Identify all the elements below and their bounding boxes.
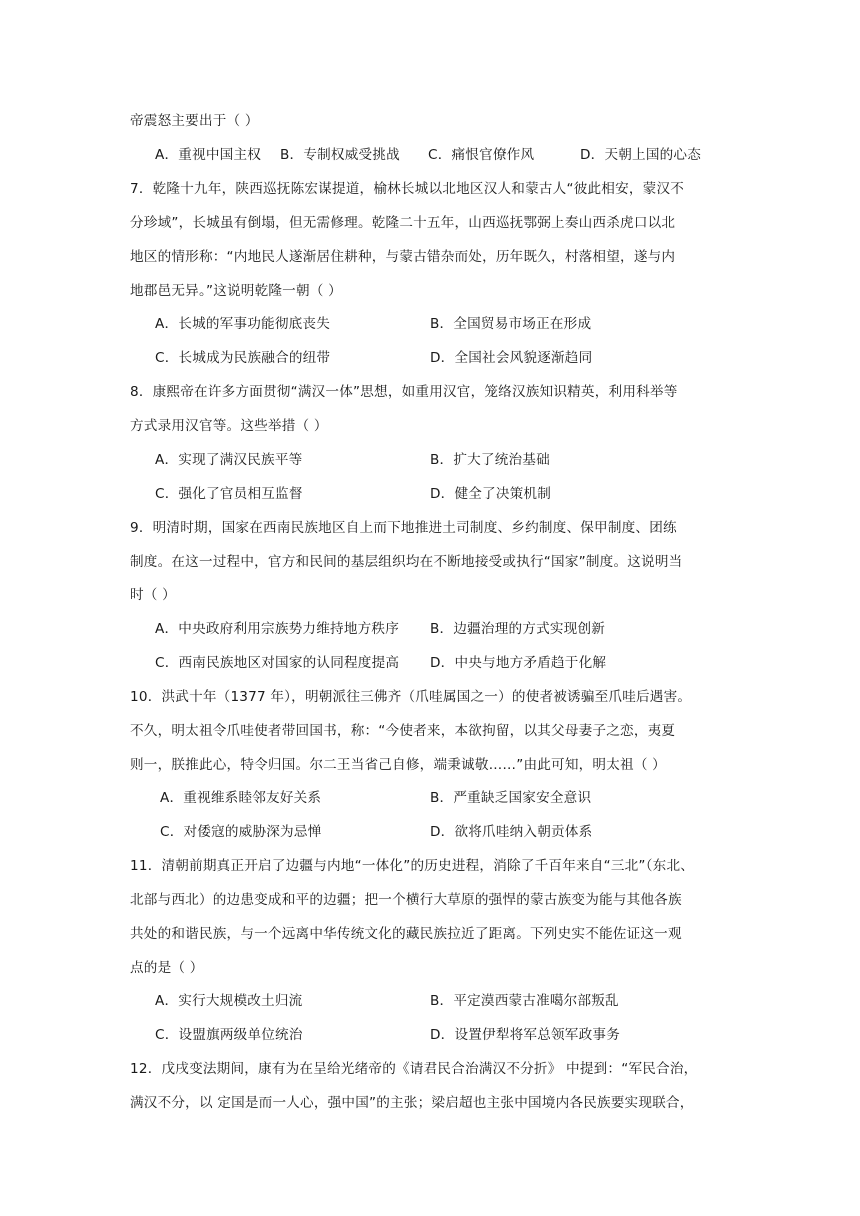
q9-option-d: D．中央与地方矛盾趋于化解 xyxy=(430,655,607,671)
q6-option-b: B．专制权威受挑战 xyxy=(280,147,400,163)
question-10-line-3: 则一，朕推此心，特令归国。尔二王当省己自修，端秉诚敬……”由此可知，明太祖（ ） xyxy=(130,757,666,773)
question-10-line-1: 10．洪武十年（1377 年），明朝派往三佛齐（爪哇属国之一）的使者被诱骗至爪哇后遇害。 xyxy=(130,689,692,705)
question-11-line-4: 点的是（ ） xyxy=(130,960,204,976)
question-7-line-4: 地郡邑无异。”这说明乾隆一朝（ ） xyxy=(130,283,342,299)
q11-option-b: B．平定漠西蒙古准噶尔部叛乱 xyxy=(430,993,619,1009)
q10-option-a: A．重视维系睦邻友好关系 xyxy=(160,790,322,806)
question-9-line-2: 制度。在这一过程中，官方和民间的基层组织均在不断地接受或执行“国家”制度。这说明当 xyxy=(130,554,683,570)
question-8-line-1: 8．康熙帝在许多方面贯彻“满汉一体”思想，如重用汉官，笼络汉族知识精英，利用科举等 xyxy=(130,384,678,400)
q8-option-c: C．强化了官员相互监督 xyxy=(155,486,303,502)
question-7-line-2: 分珍域”，长城虽有倒塌，但无需修理。乾隆二十五年，山西巡抚鄂弼上奏山西杀虎口以北 xyxy=(130,215,676,231)
question-7-line-3: 地区的情形称：“内地民人遂渐居住耕种，与蒙古错杂而处，历年既久，村落相望，遂与内 xyxy=(130,249,676,265)
q11-option-d: D．设置伊犁将军总领军政事务 xyxy=(430,1027,620,1043)
q9-option-b: B．边疆治理的方式实现创新 xyxy=(430,621,606,637)
question-9-line-1: 9．明清时期，国家在西南民族地区自上而下地推进土司制度、乡约制度、保甲制度、团练 xyxy=(130,520,677,536)
q6-option-c: C．痛恨官僚作风 xyxy=(428,147,535,163)
q6-option-d: D．天朝上国的心态 xyxy=(580,147,702,163)
q6-option-a: A．重视中国主权 xyxy=(155,147,262,163)
q8-option-b: B．扩大了统治基础 xyxy=(430,452,550,468)
question-9-line-3: 时（ ） xyxy=(130,587,176,603)
q11-option-c: C．设盟旗两级单位统治 xyxy=(155,1027,303,1043)
question-12-line-2: 满汉不分，以 定国是而一人心，强中国”的主张；梁启超也主张中国境内各民族要实现联合， xyxy=(130,1095,694,1111)
q10-option-c: C．对倭寇的威胁深为忌惮 xyxy=(160,824,322,840)
q9-option-c: C．西南民族地区对国家的认同程度提高 xyxy=(155,655,400,671)
q7-option-d: D．全国社会风貌逐渐趋同 xyxy=(430,350,593,366)
question-11-line-1: 11．清朝前期真正开启了边疆与内地“一体化”的历史进程，消除了千百年来自“三北”（东北、 xyxy=(130,858,695,874)
q7-option-b: B．全国贸易市场正在形成 xyxy=(430,316,592,332)
question-10-line-2: 不久，明太祖令爪哇使者带回国书，称：“今使者来，本欲拘留，以其父母妻子之恋，夷夏 xyxy=(130,723,676,739)
q10-option-d: D．欲将爪哇纳入朝贡体系 xyxy=(430,824,593,840)
question-11-line-2: 北部与西北）的边患变成和平的边疆；把一个横行大草原的强悍的蒙古族变为能与其他各族 xyxy=(130,892,682,908)
question-12-line-1: 12．戊戌变法期间，康有为在呈给光绪帝的《请君民合治满汉不分折》 中提到：“军民合治， xyxy=(130,1061,698,1077)
q11-option-a: A．实行大规模改土归流 xyxy=(155,993,303,1009)
q9-option-a: A．中央政府利用宗族势力维持地方秩序 xyxy=(155,621,399,637)
q7-option-c: C．长城成为民族融合的纽带 xyxy=(155,350,331,366)
q7-option-a: A．长城的军事功能彻底丧失 xyxy=(155,316,331,332)
question-7-line-1: 7．乾隆十九年，陕西巡抚陈宏谋提道，榆林长城以北地区汉人和蒙古人“彼此相安，蒙汉不 xyxy=(130,181,685,197)
q10-option-b: B．严重缺乏国家安全意识 xyxy=(430,790,592,806)
q8-option-a: A．实现了满汉民族平等 xyxy=(155,452,303,468)
question-6-tail: 帝震怒主要出于（ ） xyxy=(130,113,259,129)
question-8-line-2: 方式录用汉官等。这些举措（ ） xyxy=(130,418,328,434)
q8-option-d: D．健全了决策机制 xyxy=(430,486,552,502)
question-11-line-3: 共处的和谐民族，与一个远离中华传统文化的藏民族拉近了距离。下列史实不能佐证这一观 xyxy=(130,926,682,942)
